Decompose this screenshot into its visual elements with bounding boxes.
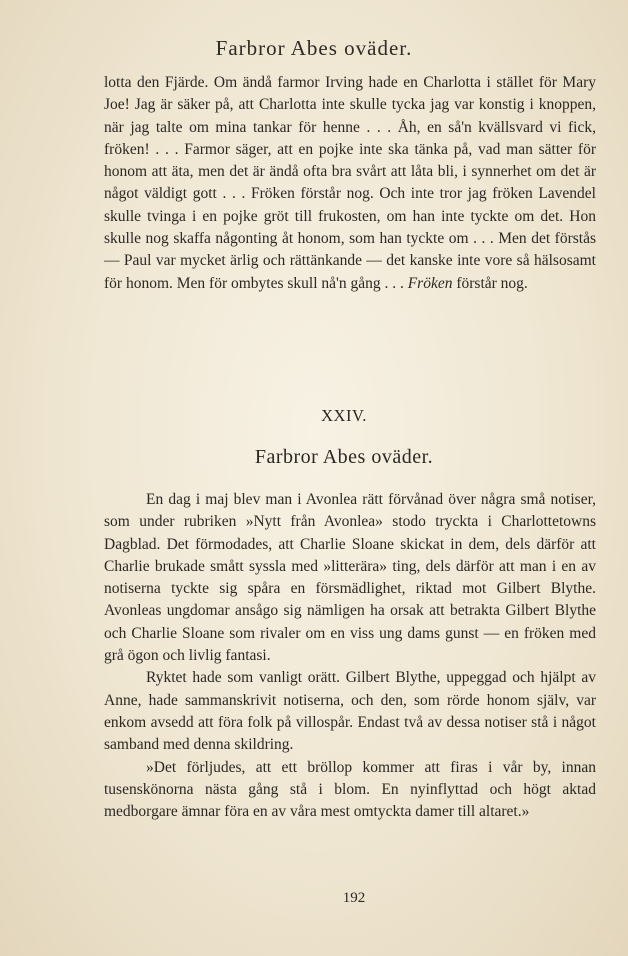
chapter-paragraph: »Det förljudes, att ett bröllop kommer att firas i vår by, innan tusenskönorna nästa gång stå i blom. En nyinflyttad och högt aktad medborgare ämnar föra en av våra mest omtyckta damer till altaret.» (104, 758, 596, 821)
paragraph-tail: förstår nog. (452, 274, 528, 292)
continued-paragraph (104, 72, 596, 295)
chapter-title: Farbror Abes oväder. (254, 446, 434, 468)
chapter-number: XXIV. (321, 406, 367, 425)
chapter-body (104, 489, 596, 823)
chapter-paragraph: En dag i maj blev man i Avonlea rätt förvånad över några små notiser, som under rubriken »Nytt från Avonlea» stodo tryckta i Charlottetowns Dagblad. Det förmodades, att Charlie Sloane skickat in dem, dels därför att Charlie brukade smått syssla med »litterära» ting, dels därför att man i en av notiserna tyckte sig spåra en försmädlighet, riktad mot Gilbert Blythe. Avonleas ungdomar ansågo sig nämligen ha orsak att betrakta Gilbert Blythe och Charlie Sloane som rivaler om en viss ung dams gunst — en fröken med grå ögon och livlig fantasi. (104, 491, 596, 665)
chapter-paragraph: Ryktet hade som vanligt orätt. Gilbert Blythe, uppeggad och hjälpt av Anne, hade sammanskrivit notiserna, och den, som rörde honom själv, var enkom avsedd att föra folk på villospår. Endast två av dessa notiser stå i något samband med denna skildring. (104, 669, 596, 754)
page-number: 192 (342, 890, 366, 906)
running-head: Farbror Abes oväder. (215, 36, 413, 60)
continued-paragraph-text (104, 72, 596, 295)
paragraph-body: lotta den Fjärde. Om ändå farmor Irving hade en Charlotta i stället för Mary Joe! Jag är säker på, att Charlotta inte skulle tycka jag var konstig i knoppen, när jag talte om mina tankar för henne . . . Åh, en så'n kvällsvard vi fick, fröken! . . . Farmor säger, att en pojke inte ska tänka på, vad man sätter för honom att äta, men det är ändå ofta bra svårt att låta bli, i synnerhet om det är något väldigt gott . . . Fröken förstår nog. Och inte tror jag fröken Lavendel skulle tvinga i en pojke gröt till frukosten, om han inte tyckte om det. Hon skulle nog skaffa någonting åt honom, som han tyckte om . . . Men det förstås — Paul var mycket ärlig och rättänkande — det kanske inte vore så hälsosamt för honom. Men för ombytes skull nå'n gång . . . (104, 74, 596, 292)
italic-emphasis: Fröken (407, 274, 453, 292)
